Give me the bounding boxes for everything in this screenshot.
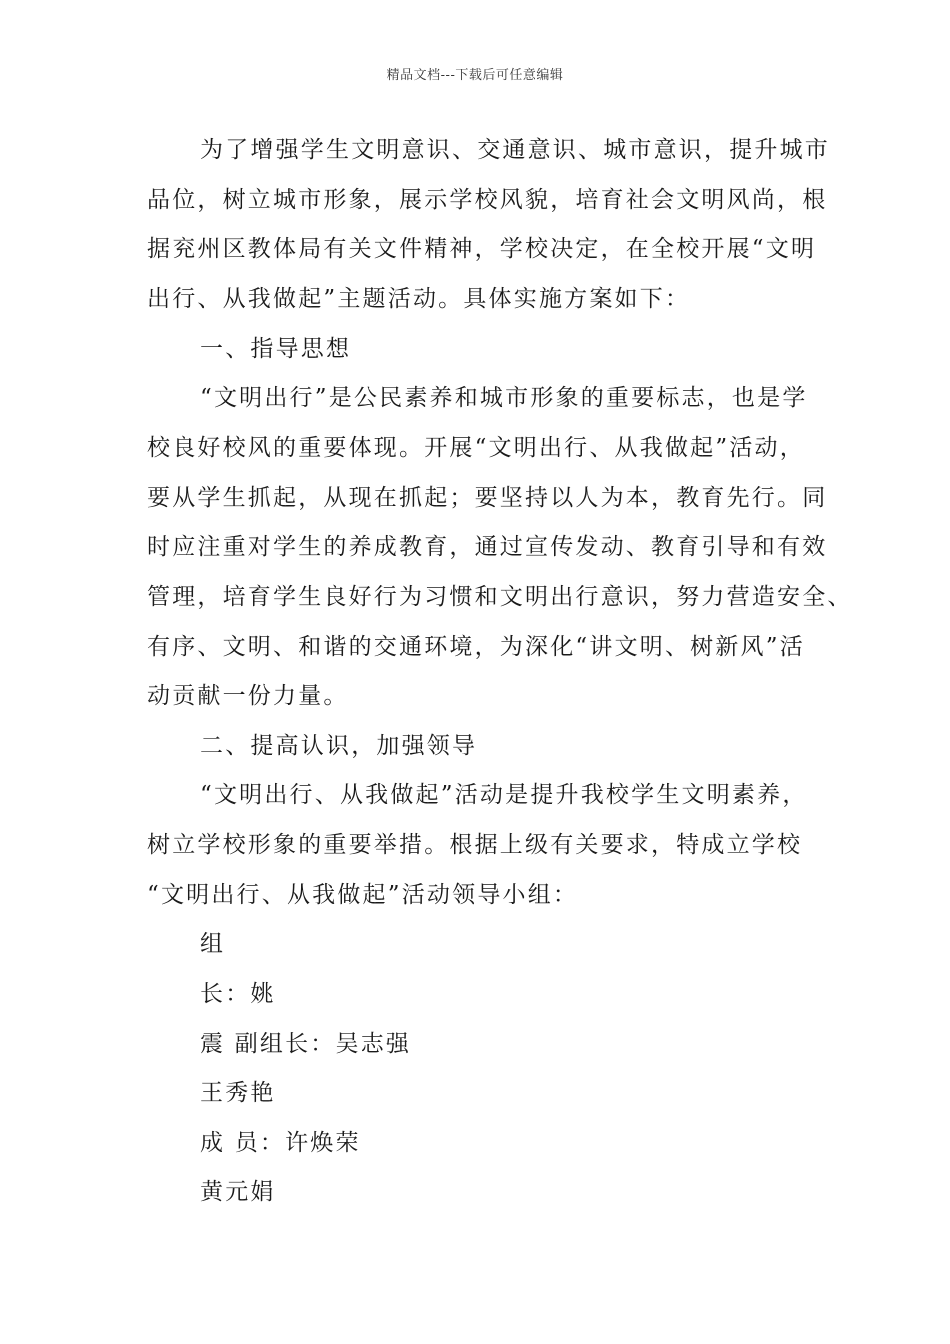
paragraph-line: “文明出行、从我做起”活动是提升我校学生文明素养， (200, 782, 808, 808)
section-heading: 一、指导思想 (200, 336, 352, 362)
paragraph-line: 时应注重对学生的养成教育，通过宣传发动、教育引导和有效 (147, 534, 828, 560)
paragraph-line: 树立学校形象的重要举措。根据上级有关要求，特成立学校 (147, 832, 803, 858)
paragraph-line: 要从学生抓起，从现在抓起；要坚持以人为本，教育先行。同 (147, 485, 828, 511)
member-line: 组 (200, 931, 226, 957)
paragraph-line: 动贡献一份力量。 (147, 683, 349, 709)
member-line: 成 员：许焕荣 (200, 1130, 361, 1156)
member-line: 黄元娟 (200, 1179, 276, 1205)
member-line: 震 副组长：吴志强 (200, 1031, 412, 1057)
member-line: 长：姚 (200, 981, 276, 1007)
paragraph-line: 管理，培育学生良好行为习惯和文明出行意识，努力营造安全、 (147, 584, 853, 610)
paragraph-line: 出行、从我做起”主题活动。具体实施方案如下： (147, 286, 691, 312)
paragraph-line: 为了增强学生文明意识、交通意识、城市意识，提升城市 (200, 137, 830, 163)
paragraph-line: 校良好校风的重要体现。开展“文明出行、从我做起”活动， (147, 435, 805, 461)
page-header: 精品文档---下载后可任意编辑 (386, 68, 564, 83)
member-line: 王秀艳 (200, 1080, 276, 1106)
paragraph-line: 据兖州区教体局有关文件精神，学校决定，在全校开展“文明 (147, 236, 817, 262)
paragraph-line: 有序、文明、和谐的交通环境，为深化“讲文明、树新风”活 (147, 634, 805, 660)
section-heading: 二、提高认识，加强领导 (200, 733, 478, 759)
paragraph-line: 品位，树立城市形象，展示学校风貌，培育社会文明风尚，根 (147, 187, 828, 213)
paragraph-line: “文明出行、从我做起”活动领导小组： (147, 882, 579, 908)
paragraph-line: “文明出行”是公民素养和城市形象的重要标志，也是学 (200, 385, 808, 411)
